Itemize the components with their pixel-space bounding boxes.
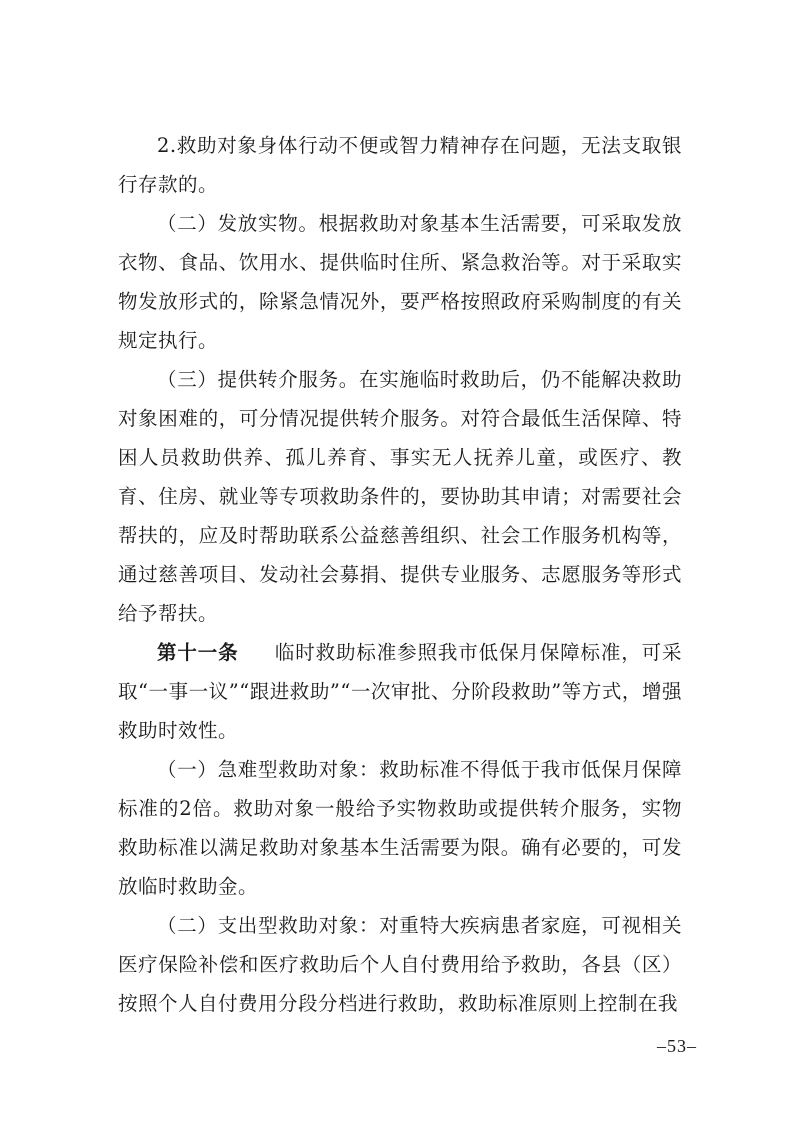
paragraph-emergency-type: （一）急难型救助对象：救助标准不得低于我市低保月保障标准的2倍。救助对象一般给予实物救助或提供转介服务，实物救助标准以满足救助对象基本生活需要为限。确有必要的，可发放临时救助金。	[118, 758, 682, 898]
paragraph-expenditure-type: （二）支出型救助对象：对重特大疾病患者家庭，可视相关医疗保险补偿和医疗救助后个人自付费用给予救助，各县（区）按照个人自付费用分段分档进行救助，救助标准原则上控制在我	[118, 914, 682, 1015]
paragraph-referral-services: （三）提供转介服务。在实施临时救助后，仍不能解决救助对象困难的，可分情况提供转介服务。对符合最低生活保障、特困人员救助供养、孤儿养育、事实无人抚养儿童，或医疗、教育、住房、就业等专项救助条件的，要协助其申请；对需要社会帮扶的，应及时帮助联系公益慈善组织、社会工作服务机构等，通过慈善项目、发动社会募捐、提供专业服务、志愿服务等形式给予帮扶。	[118, 368, 682, 625]
paragraph-article-11	[118, 633, 682, 750]
page-number: –53–	[657, 1036, 697, 1056]
paragraph-item-2: 2.救助对象身体行动不便或智力精神存在问题，无法支取银行存款的。	[118, 134, 682, 196]
article-11-text: 临时救助标准参照我市低保月保障标准，可采取“一事一议”“跟进救助”“一次审批、分阶段救助”等方式，增强救助时效性。	[118, 641, 682, 742]
paragraph-distribute-goods: （二）发放实物。根据救助对象基本生活需要，可采取发放衣物、食品、饮用水、提供临时住所、紧急救治等。对于采取实物发放形式的，除紧急情况外，要严格按照政府采购制度的有关规定执行。	[118, 212, 682, 352]
article-title: 第十一条	[157, 641, 239, 664]
document-body	[118, 126, 682, 1023]
